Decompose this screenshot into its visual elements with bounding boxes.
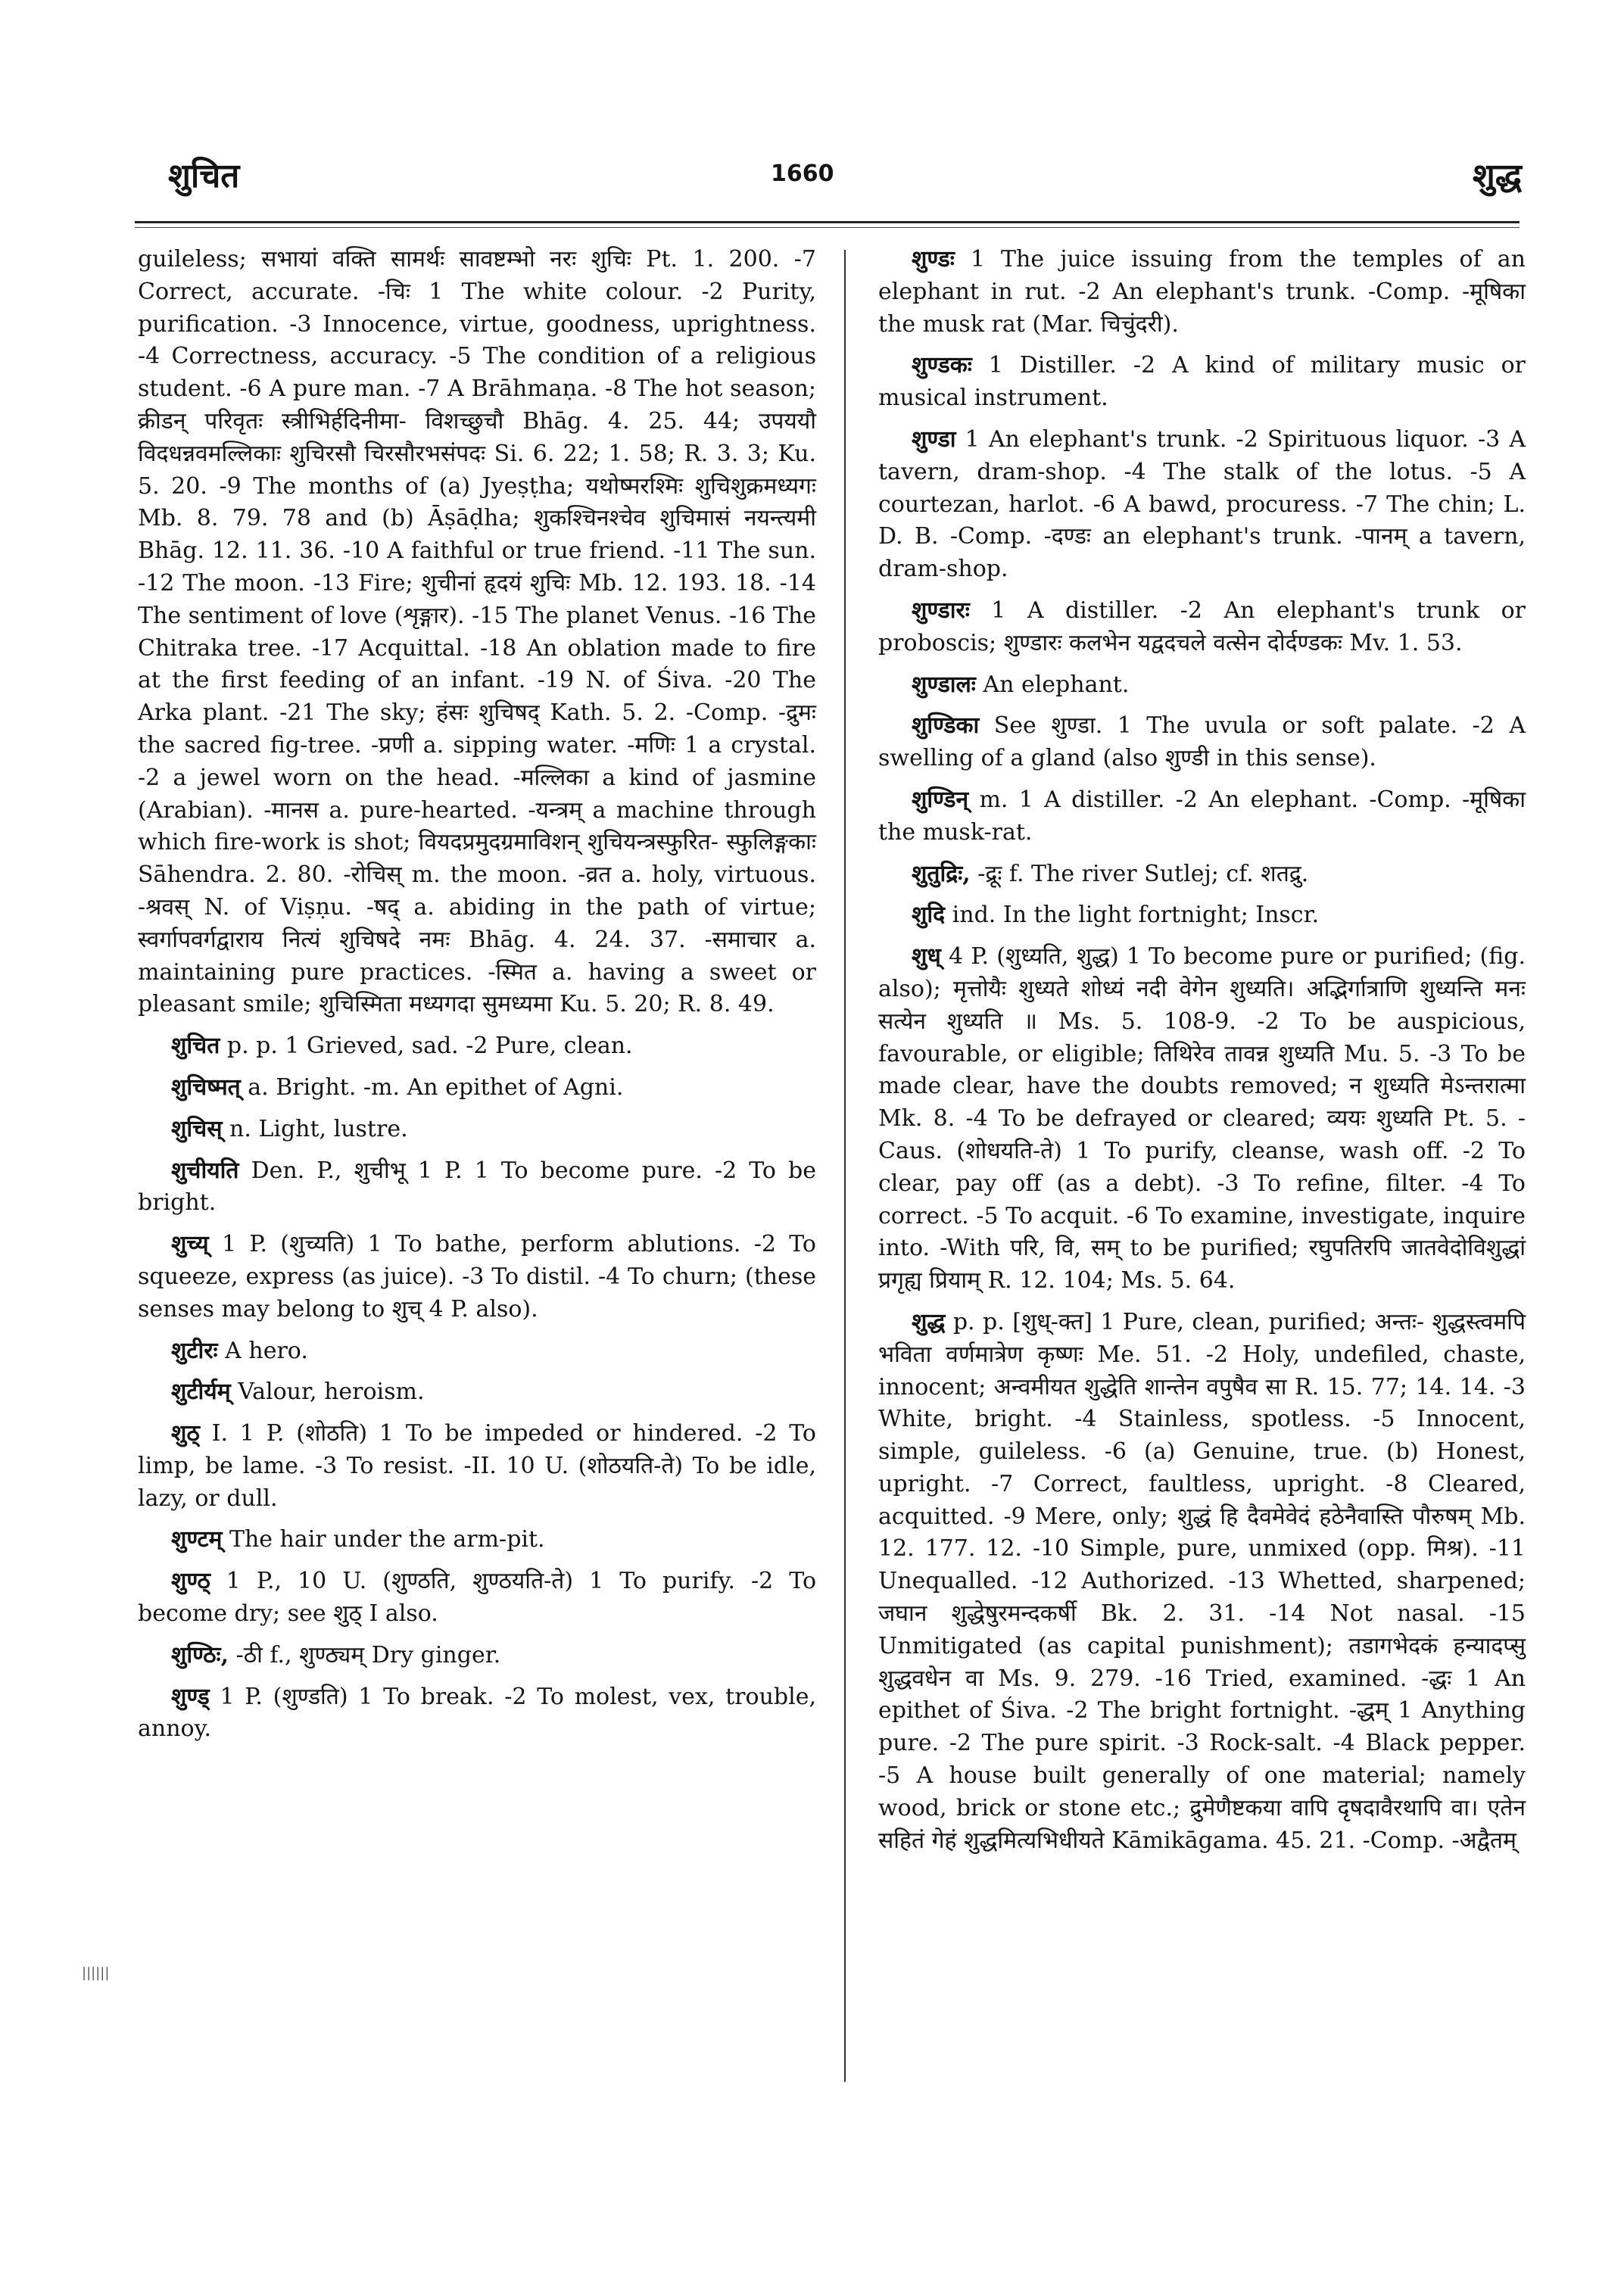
headword: शुतुद्रिः, xyxy=(912,860,971,887)
entry xyxy=(878,1307,1526,1858)
headword: शुण्डा xyxy=(912,425,956,453)
entry xyxy=(138,1566,816,1631)
definition: See शुण्डा. 1 The uvula or soft palate. -2 A swelling of a gland (also शुण्डी in this sense). xyxy=(878,712,1526,772)
definition: 1 A distiller. -2 An elephant's trunk or proboscis; शुण्डारः कलभेन यद्वदचले वत्सेन दोर्दण्डकः Mv. 1. 53. xyxy=(878,597,1526,656)
definition: The hair under the arm-pit. xyxy=(229,1526,545,1553)
definition: 4 P. (शुध्यति, शुद्ध) 1 To become pure or purified; (fig. also); मृत्तोयैः शुध्यते शोध्यं नदी वेगेन शुध्यति। अद्भिर्गात्राणि शुध्यन्ति मनः सत्येन शुध्यति ॥ Ms. 5. 108-9. -2 To be auspicious, favourable, or eligible; तिथिरेव तावन्न शुध्यति Mu. 5. -3 To be made clear, have the doubts removed; न शुध्यति मेऽन्तरात्मा Mk. 8. -4 To be defrayed or cleared; व्ययः शुध्यति Pt. 5. -Caus. (शोधयति-ते) 1 To purify, cleanse, wash off. -2 To clear, pay off (as a debt). -3 To refine, filter. -4 To correct. -5 To acquit. -6 To examine, investigate, inquire into. -With परि, वि, सम् to be purified; रघुपतिरपि जातवेदोविशुद्धां प्रगृह्य प्रियाम् R. 12. 104; Ms. 5. 64. xyxy=(878,943,1526,1294)
definition: p. p. [शुध्-क्त] 1 Pure, clean, purified; अन्तः- शुद्धस्त्वमपि भविता वर्णमात्रेण कृष्णः Me. 51. -2 Holy, undefiled, chaste, innocent; अन्वमीयत शुद्धेति शान्तेन वपुषैव सा R. 15. 77; 14. 14. -3 White, bright. -4 Stainless, spotless. -5 Innocent, simple, guileless. -6 (a) Genuine, true. (b) Honest, upright. -7 Correct, faultless, upright. -8 Cleared, acquitted. -9 Mere, only; शुद्धं हि दैवमेवेदं हठेनैवास्ति पौरुषम् Mb. 12. 177. 12. -10 Simple, pure, unmixed (opp. मिश्र). -11 Unequalled. -12 Authorized. -13 Whetted, sharpened; जघान शुद्धेषुरमन्दकर्षी Bk. 2. 31. -14 Not nasal. -15 Unmitigated (as capital punishment); तडागभेदकं हन्यादप्सु शुद्धवधेन वा Ms. 9. 279. -16 Tried, examined. -द्धः 1 An epithet of Śiva. -2 The bright fortnight. -द्धम् 1 Anything pure. -2 The pure spirit. -3 Rock-salt. -4 Black pepper. -5 A house built generally of one material; namely wood, brick or stone etc.; द्रुमेणैष्टकया वापि दृषदावैरथापि वा। एतेन सहितं गेहं शुद्धमित्यभिधीयते Kāmikāgama. 45. 21. -Comp. -अद्वैतम् xyxy=(878,1308,1526,1854)
margin-marks: |||||| xyxy=(82,1965,110,1981)
left-column xyxy=(138,244,816,1755)
headword: शुठ् xyxy=(171,1420,200,1447)
headword: शुचिस् xyxy=(171,1115,223,1142)
definition: 1 The juice issuing from the temples of an elephant in rut. -2 An elephant's trunk. -Comp. -मूषिका the musk rat (Mar. चिचुंदरी). xyxy=(878,246,1526,338)
entry xyxy=(878,941,1526,1298)
definition: Valour, heroism. xyxy=(238,1379,425,1406)
definition: 1 P., 10 U. (शुण्ठति, शुण्ठयति-ते) 1 To purify. -2 To become dry; see शुठ् I also. xyxy=(138,1568,816,1628)
headword: शुटीरः xyxy=(171,1337,218,1364)
headword: शुण्टम् xyxy=(171,1526,223,1553)
running-head-right: शुद्ध xyxy=(1472,157,1522,195)
headword: शुण्ठिः, xyxy=(171,1641,229,1668)
headword: शुचिष्मत् xyxy=(171,1073,241,1101)
headword: शुटीर्यम् xyxy=(171,1379,231,1406)
definition: 1 An elephant's trunk. -2 Spirituous liquor. -3 A tavern, dram-shop. -4 The stalk of the lotus. -5 A courtezan, harlot. -6 A bawd, procuress. -7 The chin; L. D. B. -Comp. -दण्डः an elephant's trunk. -पानम् a tavern, dram-shop. xyxy=(878,425,1526,583)
entry xyxy=(878,669,1526,702)
headword: शुण्ठ् xyxy=(171,1568,210,1595)
definition: ind. In the light fortnight; Inscr. xyxy=(952,902,1320,929)
headword: शुध् xyxy=(912,943,941,970)
entry xyxy=(138,1114,816,1146)
headword: शुण्डिन् xyxy=(912,786,969,813)
entry xyxy=(138,244,816,1021)
headword: शुदि xyxy=(912,902,946,929)
definition: p. p. 1 Grieved, sad. -2 Pure, clean. xyxy=(226,1033,633,1060)
definition: An elephant. xyxy=(983,671,1130,698)
entry xyxy=(138,1418,816,1515)
entry xyxy=(138,1155,816,1220)
entry xyxy=(138,1376,816,1409)
headword: शुण्डकः xyxy=(912,352,972,379)
right-column xyxy=(878,244,1526,1866)
definition: A hero. xyxy=(225,1337,308,1364)
headword: शुचीयति xyxy=(171,1157,239,1184)
entry xyxy=(878,424,1526,586)
headword: शुण्डिका xyxy=(912,712,980,740)
definition: I. 1 P. (शोठति) 1 To be impeded or hindered. -2 To limp, be lame. -3 To resist. -II. 10 U. (शोठयति-ते) To be idle, lazy, or dull. xyxy=(138,1420,816,1512)
entry xyxy=(138,1524,816,1556)
headword: शुद्ध xyxy=(912,1308,946,1335)
entry xyxy=(878,350,1526,415)
header-rule-thick xyxy=(135,221,1520,223)
definition: guileless; सभायां वक्ति सामर्थः सावष्टम्भो नरः शुचिः Pt. 1. 200. -7 Correct, accurate. -चिः 1 The white colour. -2 Purity, purification. -3 Innocence, virtue, goodness, uprightness. -4 Correctness, accuracy. -5 The condition of a religious student. -6 A pure man. -7 A Brāhmaṇa. -8 The hot season; क्रीडन् परिवृतः स्त्रीभिर्हदिनीमा- विशच्छुचौ Bhāg. 4. 25. 44; उपययौ विदधन्नवमल्लिकाः शुचिरसौ चिरसौरभसंपदः Si. 6. 22; 1. 58; R. 3. 3; Ku. 5. 20. -9 The months of (a) Jyeṣṭha; यथोष्मरश्मिः शुचिशुक्रमध्यगः Mb. 8. 79. 78 and (b) Āṣāḍha; शुकश्चिनश्चेव शुचिमासं नयन्त्यमी Bhāg. 12. 11. 36. -10 A faithful or true friend. -11 The sun. -12 The moon. -13 Fire; शुचीनां हृदयं शुचिः Mb. 12. 193. 18. -14 The sentiment of love (शृङ्गार). -15 The planet Venus. -16 The Chitraka tree. -17 Acquittal. -18 An oblation made to fire at the first feeding of an infant. -19 N. of Śiva. -20 The Arka plant. -21 The sky; हंसः शुचिषद् Kath. 5. 2. -Comp. -द्रुमः the sacred fig-tree. -प्रणी a. sipping water. -मणिः 1 a crystal. -2 a jewel worn on the head. -मल्लिका a kind of jasmine (Arabian). -मानस a. pure-hearted. -यन्त्रम् a machine through which fire-work is shot; वियदप्रमुदग्रमाविशन् शुचियन्त्रस्फुरित- स्फुलिङ्गकाः Sāhendra. 2. 80. -रोचिस् m. the moon. -व्रत a. holy, virtuous. -श्रवस् N. of Viṣṇu. -षद् a. abiding in the path of virtue; स्वर्गापवर्गद्वाराय नित्यं शुचिषदे नमः Bhāg. 4. 24. 37. -समाचार a. maintaining pure practices. -स्मित a. having a sweet or pleasant smile; शुचिस्मिता मध्यगदा सुमध्यमा Ku. 5. 20; R. 8. 49. xyxy=(138,246,816,1018)
entry xyxy=(878,899,1526,932)
headword: शुण्डः xyxy=(912,246,955,273)
entry xyxy=(878,244,1526,341)
page-number: 1660 xyxy=(771,160,834,187)
entry xyxy=(138,1681,816,1746)
entry xyxy=(138,1229,816,1326)
definition: -ठी f., शुण्ठ्यम् Dry ginger. xyxy=(235,1641,501,1668)
definition: -द्रूः f. The river Sutlej; cf. शतद्रु. xyxy=(977,860,1309,887)
entry xyxy=(138,1335,816,1368)
definition: Den. P., शुचीभू 1 P. 1 To become pure. -2 To be bright. xyxy=(138,1157,816,1217)
running-head-left: शुचित xyxy=(168,157,240,195)
definition: m. 1 A distiller. -2 An elephant. -Comp. -मूषिका the musk-rat. xyxy=(878,786,1526,846)
header-rule-thin xyxy=(135,227,1520,228)
definition: 1 Distiller. -2 A kind of military music or musical instrument. xyxy=(878,352,1526,412)
headword: शुण्ड् xyxy=(171,1683,210,1710)
headword: शुच्य् xyxy=(171,1231,209,1258)
headword: शुचित xyxy=(171,1033,220,1060)
headword: शुण्डालः xyxy=(912,671,976,698)
column-divider xyxy=(844,250,846,2082)
entry xyxy=(138,1072,816,1104)
definition: 1 P. (शुच्यति) 1 To bathe, perform ablutions. -2 To squeeze, express (as juice). -3 To distil. -4 To churn; (these senses may belong to शुच् 4 P. also). xyxy=(138,1231,816,1323)
headword: शुण्डारः xyxy=(912,597,970,624)
entry xyxy=(138,1640,816,1672)
entry xyxy=(878,595,1526,660)
definition: a. Bright. -m. An epithet of Agni. xyxy=(248,1073,624,1101)
entry xyxy=(878,710,1526,775)
entry xyxy=(878,858,1526,891)
entry xyxy=(878,784,1526,849)
entry xyxy=(138,1030,816,1063)
definition: n. Light, lustre. xyxy=(229,1115,408,1142)
definition: 1 P. (शुण्डति) 1 To break. -2 To molest, vex, trouble, annoy. xyxy=(138,1683,816,1743)
